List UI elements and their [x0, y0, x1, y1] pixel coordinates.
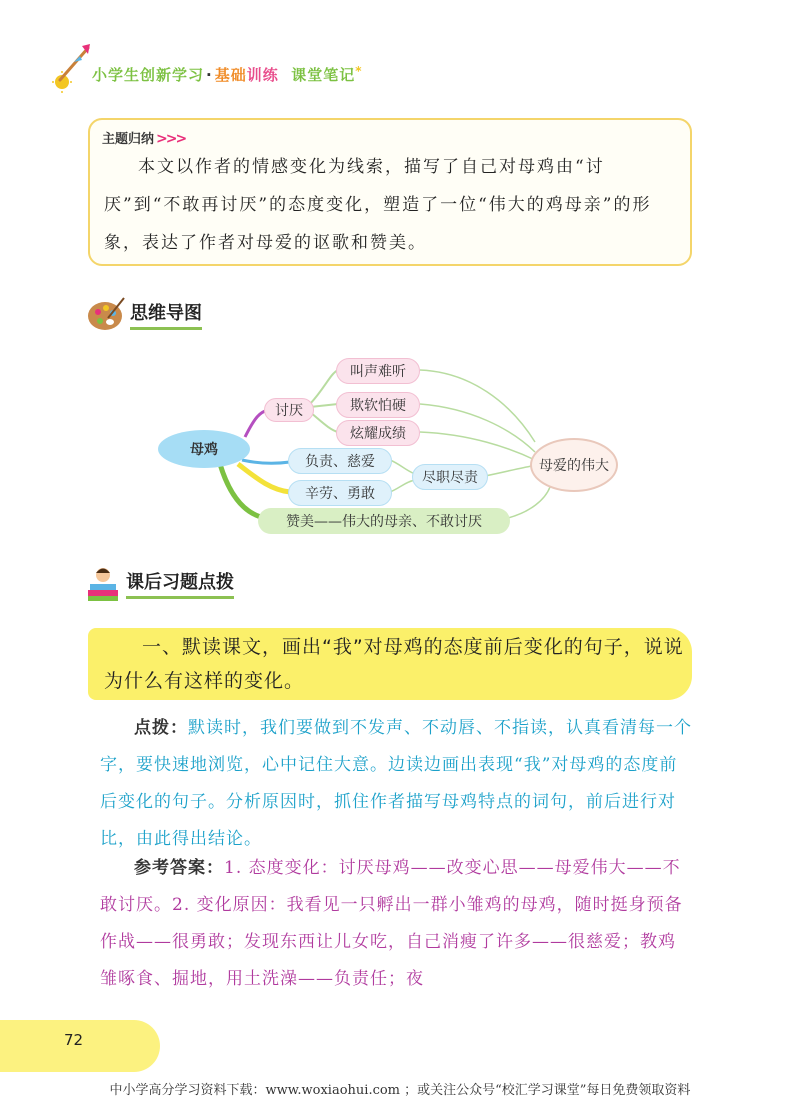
mindmap-leaf-node: 负责、慈爱 [288, 448, 392, 474]
hint-text: 默读时，我们要做到不发声、不动唇、不指读，认真看清每一个字，要快速地浏览，心中记住大意。边读边画出表现“我”对母鸡的态度前后变化的句子。分析原因时，抓住作者描写母鸡特点的词句，前后进行对比，由此得出结论。 [100, 718, 692, 849]
hint-label: 点拨： [134, 718, 188, 738]
footer-note: 中小学高分学习资料下载：www.woxiaohui.com ；或关注公众号“校汇学习课堂”每日免费领取资料 [109, 1083, 691, 1098]
triple-arrow-icon: >>> [156, 131, 186, 147]
books-icon [86, 564, 120, 602]
page-header [52, 42, 472, 98]
mindmap-bottom-node: 赞美——伟大的母亲、不敢讨厌 [258, 508, 510, 534]
theme-summary-box [88, 118, 692, 266]
palette-icon [86, 294, 126, 334]
answer-paragraph [100, 850, 692, 998]
mindmap-leaf-node: 叫声难听 [336, 358, 420, 384]
mindmap-conclusion-node: 母爱的伟大 [530, 438, 618, 492]
answer-label: 参考答案： [134, 858, 224, 878]
mindmap-root-node: 母鸡 [158, 430, 250, 468]
mindmap-leaf-node: 炫耀成绩 [336, 420, 420, 446]
exercise-title: 课后习题点拨 [126, 568, 234, 599]
series-title: 小学生创新学习 · 基础训练 课堂笔记* [92, 64, 363, 84]
mindmap-leaf-node: 欺软怕硬 [336, 392, 420, 418]
mindmap-leaf-node: 辛劳、勇敢 [288, 480, 392, 506]
hint-paragraph [100, 710, 692, 858]
page-number: 72 [64, 1031, 84, 1049]
star-icon: * [355, 64, 363, 78]
exercise-heading [86, 564, 234, 602]
summary-text: 本文以作者的情感变化为线索，描写了自己对母鸡由“讨厌”到“不敢再讨厌”的态度变化，塑造了一位“伟大的鸡母亲”的形象，表达了作者对母爱的讴歌和赞美。 [104, 157, 652, 253]
mindmap-title: 思维导图 [130, 299, 202, 330]
summary-label: 主题归纳 >>> [102, 131, 186, 147]
mindmap-branch-node: 讨厌 [264, 398, 314, 422]
answer-text: 1. 态度变化：讨厌母鸡——改变心思——母爱伟大——不敢讨厌。2. 变化原因：我看见一只孵出一群小雏鸡的母鸡，随时挺身预备作战——很勇敢；发现东西让儿女吃，自己消瘦了许多——很慈爱；教鸡雏啄食、掘地，用土洗澡——负责任；夜 [100, 858, 683, 989]
mindmap-mid-node: 尽职尽责 [412, 464, 488, 490]
exercise-question [88, 628, 692, 700]
mind-map [150, 352, 620, 540]
mindmap-heading [86, 294, 202, 334]
paintbrush-logo-icon [52, 42, 92, 94]
question-text: 一、默读课文，画出“我”对母鸡的态度前后变化的句子，说说为什么有这样的变化。 [104, 636, 684, 692]
